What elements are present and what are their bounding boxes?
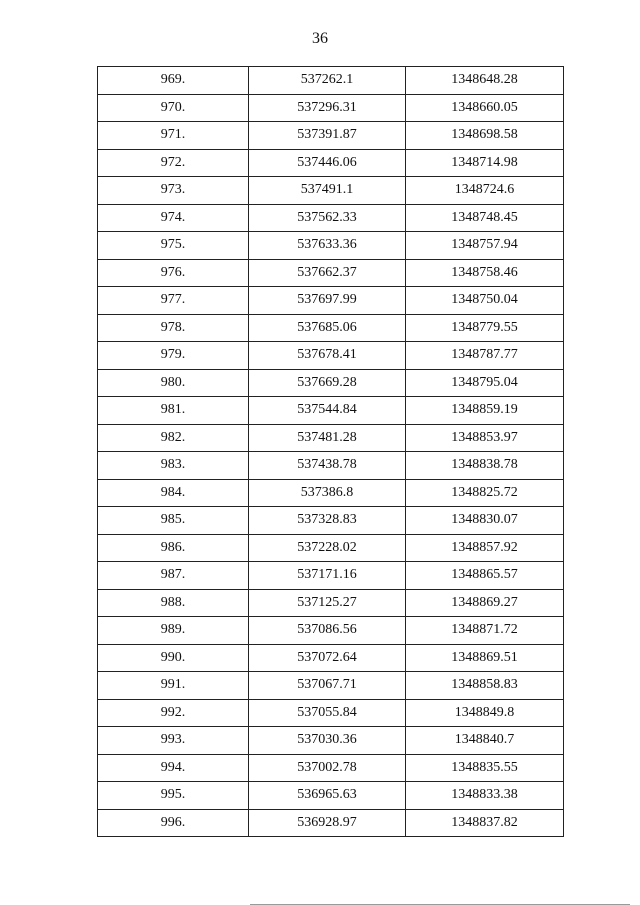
table-row	[98, 727, 564, 755]
point-number-cell: 995.	[98, 782, 249, 810]
y-coordinate-cell: 1348871.72	[406, 617, 564, 645]
table-row	[98, 314, 564, 342]
x-coordinate-cell: 537544.84	[249, 397, 406, 425]
table-row	[98, 204, 564, 232]
y-coordinate-cell: 1348787.77	[406, 342, 564, 370]
point-number-cell: 974.	[98, 204, 249, 232]
x-coordinate-cell: 537228.02	[249, 534, 406, 562]
x-coordinate-cell: 537633.36	[249, 232, 406, 260]
y-coordinate-cell: 1348757.94	[406, 232, 564, 260]
x-coordinate-cell: 537002.78	[249, 754, 406, 782]
point-number-cell: 973.	[98, 177, 249, 205]
x-coordinate-cell: 537391.87	[249, 122, 406, 150]
y-coordinate-cell: 1348660.05	[406, 94, 564, 122]
x-coordinate-cell: 537030.36	[249, 727, 406, 755]
point-number-cell: 975.	[98, 232, 249, 260]
table-row	[98, 452, 564, 480]
table-row	[98, 507, 564, 535]
table-row	[98, 617, 564, 645]
y-coordinate-cell: 1348840.7	[406, 727, 564, 755]
table-row	[98, 479, 564, 507]
y-coordinate-cell: 1348835.55	[406, 754, 564, 782]
table-row	[98, 672, 564, 700]
table-row	[98, 397, 564, 425]
point-number-cell: 989.	[98, 617, 249, 645]
x-coordinate-cell: 537438.78	[249, 452, 406, 480]
point-number-cell: 970.	[98, 94, 249, 122]
point-number-cell: 985.	[98, 507, 249, 535]
point-number-cell: 969.	[98, 67, 249, 95]
point-number-cell: 983.	[98, 452, 249, 480]
point-number-cell: 988.	[98, 589, 249, 617]
x-coordinate-cell: 537697.99	[249, 287, 406, 315]
x-coordinate-cell: 537296.31	[249, 94, 406, 122]
point-number-cell: 991.	[98, 672, 249, 700]
y-coordinate-cell: 1348795.04	[406, 369, 564, 397]
coordinate-table	[97, 66, 564, 837]
coordinate-table-body	[98, 67, 564, 837]
table-row	[98, 589, 564, 617]
table-row	[98, 369, 564, 397]
x-coordinate-cell: 537067.71	[249, 672, 406, 700]
y-coordinate-cell: 1348714.98	[406, 149, 564, 177]
y-coordinate-cell: 1348869.27	[406, 589, 564, 617]
y-coordinate-cell: 1348865.57	[406, 562, 564, 590]
point-number-cell: 979.	[98, 342, 249, 370]
x-coordinate-cell: 536965.63	[249, 782, 406, 810]
y-coordinate-cell: 1348849.8	[406, 699, 564, 727]
y-coordinate-cell: 1348758.46	[406, 259, 564, 287]
x-coordinate-cell: 537685.06	[249, 314, 406, 342]
point-number-cell: 982.	[98, 424, 249, 452]
y-coordinate-cell: 1348869.51	[406, 644, 564, 672]
point-number-cell: 972.	[98, 149, 249, 177]
y-coordinate-cell: 1348859.19	[406, 397, 564, 425]
x-coordinate-cell: 537669.28	[249, 369, 406, 397]
table-row	[98, 754, 564, 782]
x-coordinate-cell: 536928.97	[249, 809, 406, 837]
point-number-cell: 992.	[98, 699, 249, 727]
table-row	[98, 259, 564, 287]
table-row	[98, 699, 564, 727]
table-row	[98, 177, 564, 205]
point-number-cell: 990.	[98, 644, 249, 672]
point-number-cell: 993.	[98, 727, 249, 755]
table-row	[98, 644, 564, 672]
x-coordinate-cell: 537171.16	[249, 562, 406, 590]
x-coordinate-cell: 537481.28	[249, 424, 406, 452]
point-number-cell: 978.	[98, 314, 249, 342]
y-coordinate-cell: 1348724.6	[406, 177, 564, 205]
point-number-cell: 976.	[98, 259, 249, 287]
x-coordinate-cell: 537678.41	[249, 342, 406, 370]
point-number-cell: 980.	[98, 369, 249, 397]
point-number-cell: 977.	[98, 287, 249, 315]
y-coordinate-cell: 1348648.28	[406, 67, 564, 95]
x-coordinate-cell: 537446.06	[249, 149, 406, 177]
y-coordinate-cell: 1348825.72	[406, 479, 564, 507]
table-row	[98, 562, 564, 590]
x-coordinate-cell: 537072.64	[249, 644, 406, 672]
x-coordinate-cell: 537562.33	[249, 204, 406, 232]
point-number-cell: 971.	[98, 122, 249, 150]
y-coordinate-cell: 1348750.04	[406, 287, 564, 315]
table-row	[98, 534, 564, 562]
y-coordinate-cell: 1348698.58	[406, 122, 564, 150]
table-row	[98, 67, 564, 95]
point-number-cell: 986.	[98, 534, 249, 562]
y-coordinate-cell: 1348837.82	[406, 809, 564, 837]
x-coordinate-cell: 537328.83	[249, 507, 406, 535]
y-coordinate-cell: 1348838.78	[406, 452, 564, 480]
point-number-cell: 981.	[98, 397, 249, 425]
y-coordinate-cell: 1348748.45	[406, 204, 564, 232]
y-coordinate-cell: 1348853.97	[406, 424, 564, 452]
table-row	[98, 782, 564, 810]
y-coordinate-cell: 1348857.92	[406, 534, 564, 562]
x-coordinate-cell: 537125.27	[249, 589, 406, 617]
point-number-cell: 996.	[98, 809, 249, 837]
table-row	[98, 342, 564, 370]
point-number-cell: 984.	[98, 479, 249, 507]
x-coordinate-cell: 537662.37	[249, 259, 406, 287]
y-coordinate-cell: 1348858.83	[406, 672, 564, 700]
page-number: 36	[312, 30, 328, 47]
point-number-cell: 994.	[98, 754, 249, 782]
x-coordinate-cell: 537055.84	[249, 699, 406, 727]
y-coordinate-cell: 1348833.38	[406, 782, 564, 810]
table-row	[98, 232, 564, 260]
table-row	[98, 809, 564, 837]
x-coordinate-cell: 537386.8	[249, 479, 406, 507]
x-coordinate-cell: 537262.1	[249, 67, 406, 95]
x-coordinate-cell: 537086.56	[249, 617, 406, 645]
point-number-cell: 987.	[98, 562, 249, 590]
table-row	[98, 94, 564, 122]
table-row	[98, 122, 564, 150]
table-row	[98, 287, 564, 315]
x-coordinate-cell: 537491.1	[249, 177, 406, 205]
y-coordinate-cell: 1348779.55	[406, 314, 564, 342]
table-row	[98, 149, 564, 177]
table-row	[98, 424, 564, 452]
y-coordinate-cell: 1348830.07	[406, 507, 564, 535]
